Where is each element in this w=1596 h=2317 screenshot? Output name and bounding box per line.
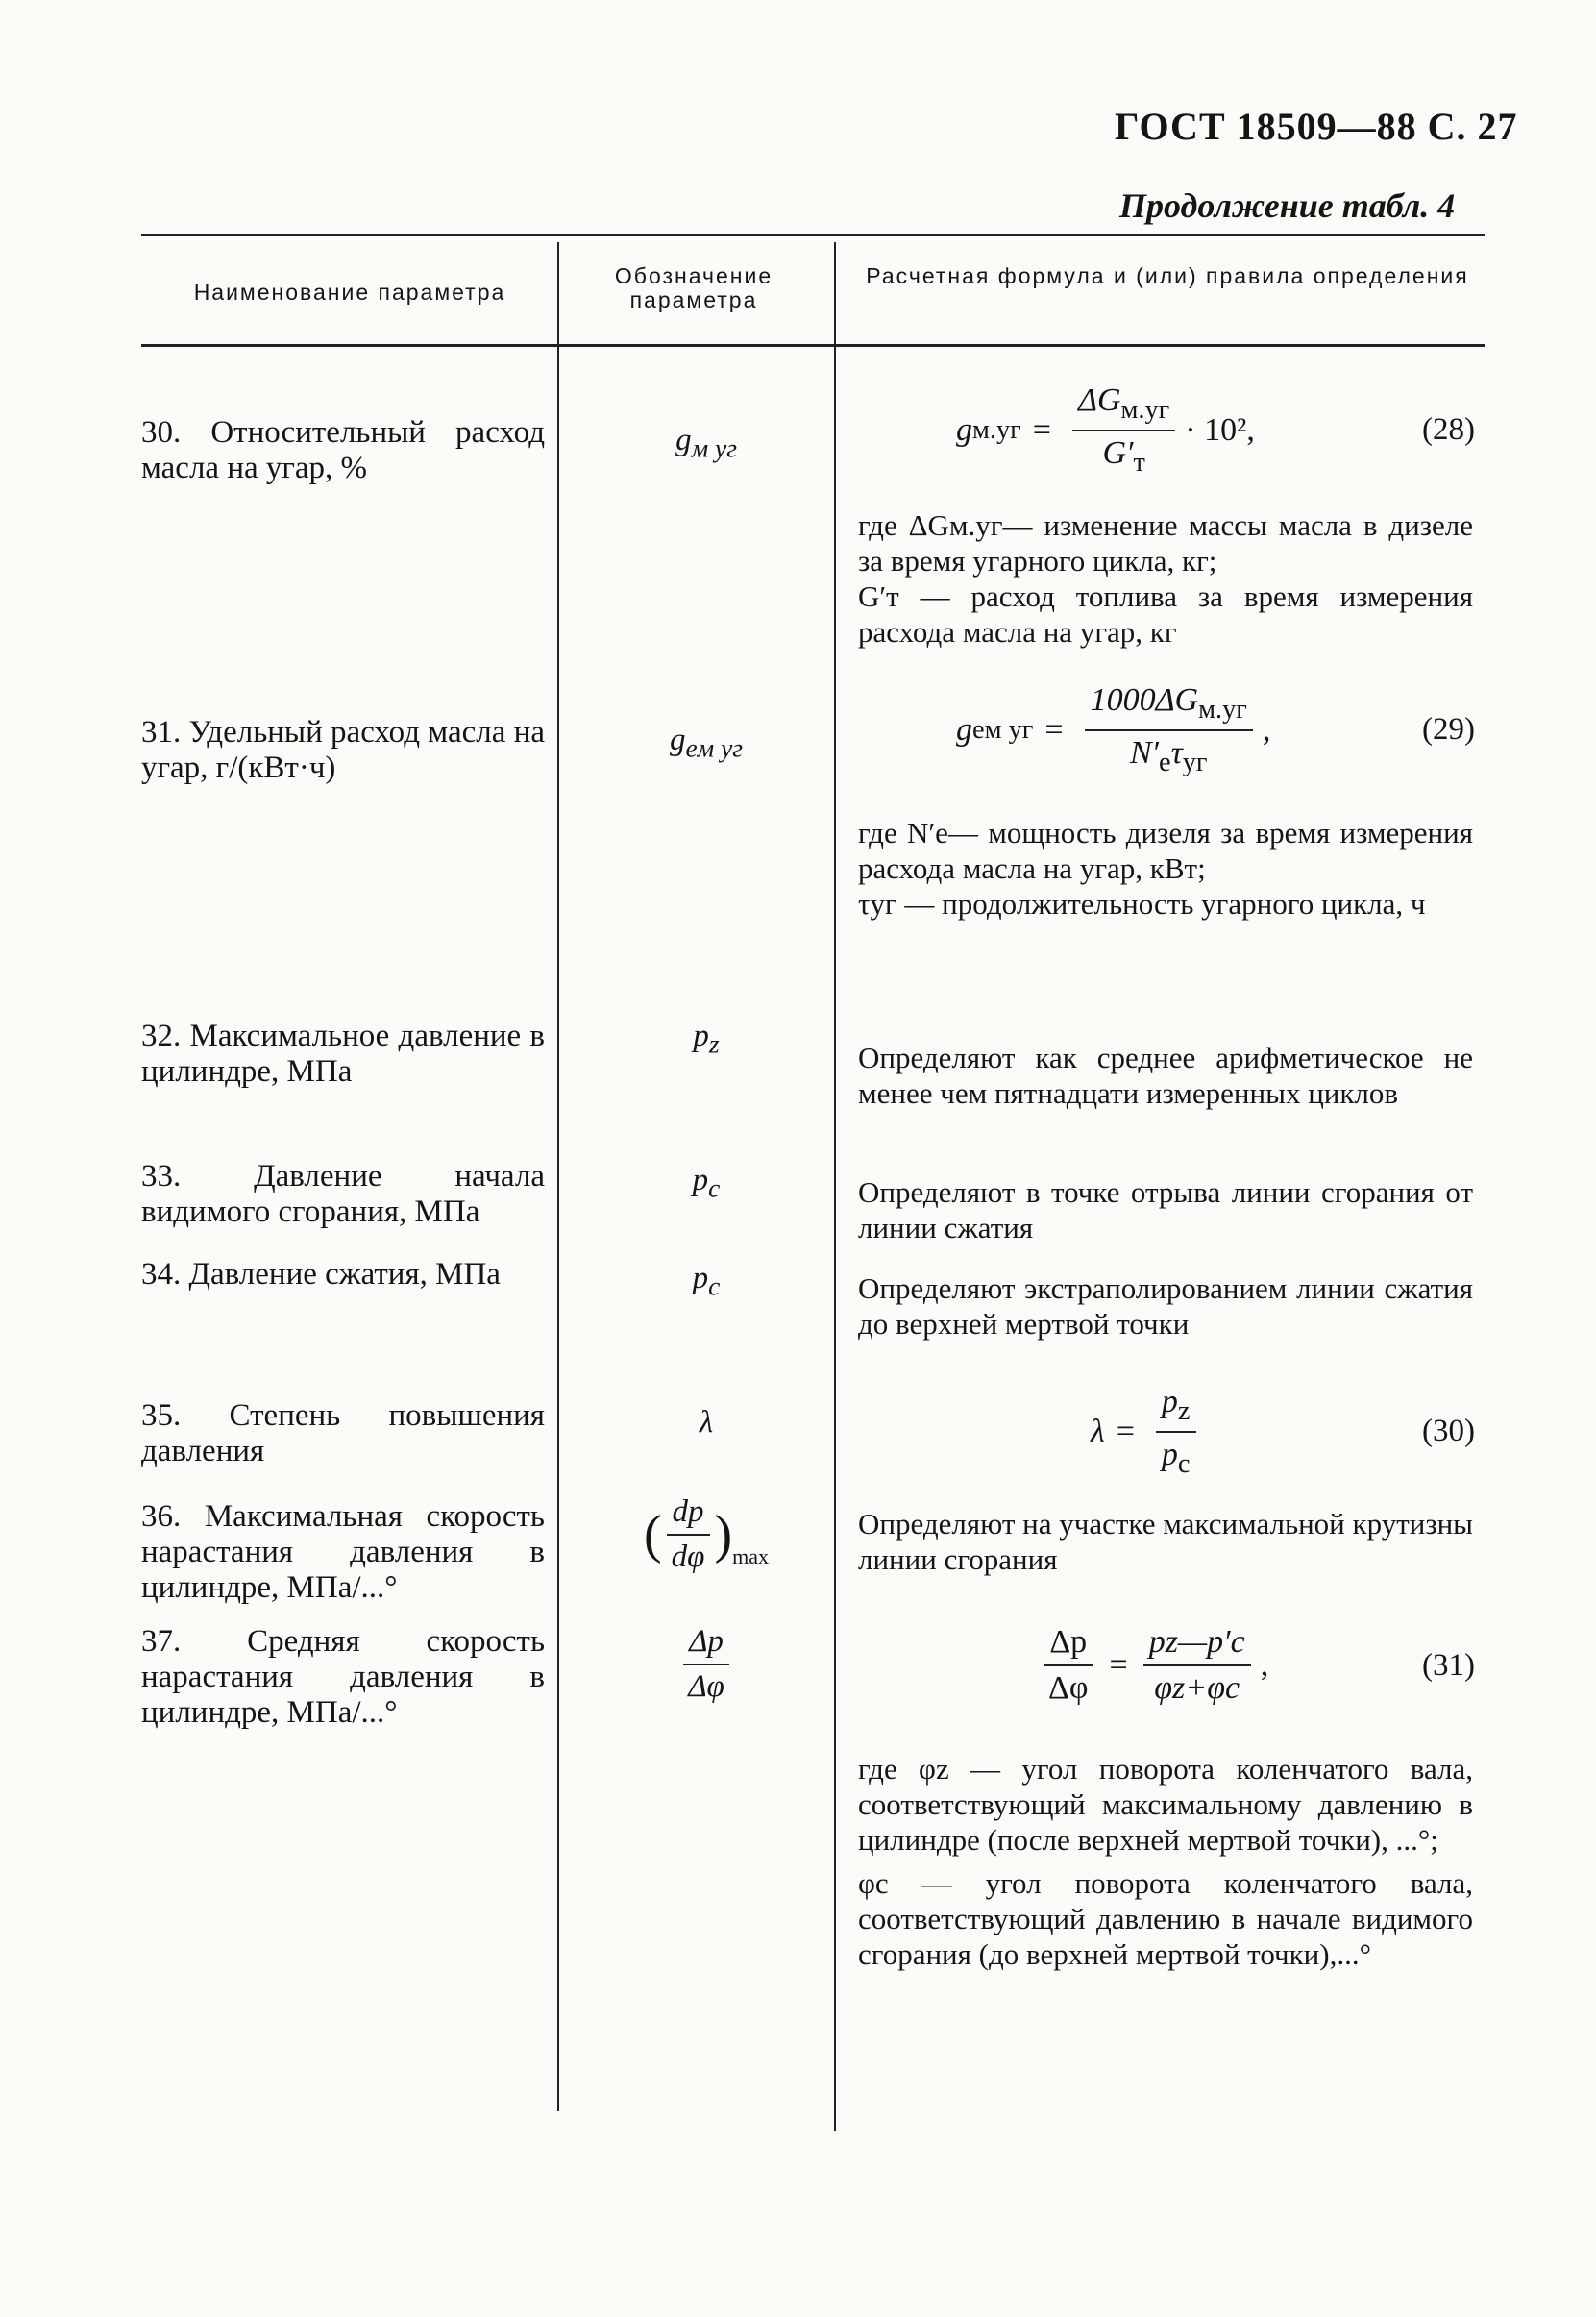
- equation-number-29: (29): [1422, 712, 1475, 748]
- row-32-name: 32. Максимальное давление в цилиндре, МПа: [141, 1019, 545, 1089]
- row-36-symbol: ( $\frac{dp}{d\varphi}$ ) $_{max}$: [644, 1494, 769, 1574]
- row-36-name: 36. Максимальная скорость нарастания давления в цилиндре, МПа/...°: [141, 1499, 545, 1605]
- row-34-description: Определяют экстраполированием линии сжатия до верхней мертвой точки: [858, 1271, 1473, 1341]
- column-header-formula: Расчетная формула и (или) правила определения: [866, 263, 1469, 288]
- row-35-symbol: λ: [699, 1405, 714, 1440]
- row-31-description: [858, 815, 1473, 922]
- row-35-formula: λ = $\frac{p_z}{p_c}$ (30): [1091, 1384, 1475, 1479]
- row-32-symbol: $p_z$: [693, 1019, 720, 1059]
- row-30-description: [858, 507, 1473, 650]
- equation-number-31: (31): [1422, 1647, 1475, 1683]
- row-30-desc-line-2: G′т — расход топлива за время измерения расхода масла на угар, кг: [858, 579, 1473, 649]
- table-top-rule: [141, 234, 1485, 236]
- row-37-name: 37. Средняя скорость нарастания давления в цилиндре, МПа/...°: [141, 1624, 545, 1730]
- table-continuation-label: Продолжение табл. 4: [1119, 186, 1456, 225]
- row-33-description: Определяют в точке отрыва линии сгорания от линии сжатия: [858, 1175, 1473, 1245]
- row-31-desc-line-2: τуг — продолжительность угарного цикла, ч: [858, 887, 1426, 921]
- row-30-name: 30. Относительный расход масла на угар, %: [141, 415, 545, 485]
- row-31-formula: g eм уг = $\frac{1000\Delta G_{м.уг}}{N'_e\tau_{уг}}$ , (29): [956, 682, 1475, 777]
- row-36-description: Определяют на участке максимальной крутизны линии сгорания: [858, 1507, 1473, 1576]
- row-32-description: Определяют как среднее арифметическое не менее чем пятнадцати измеренных циклов: [858, 1041, 1473, 1110]
- row-37-desc-line-2: φc — угол поворота коленчатого вала, соответствующий давлению в начале видимого сгорания (до верхней мертвой точки),...°: [858, 1866, 1473, 1971]
- standard-designation: ГОСТ 18509—88 С. 27: [1115, 105, 1518, 148]
- row-31-symbol: $g_{eм уг}$: [669, 723, 744, 763]
- row-30-desc-line-1: где ΔGм.уг— изменение массы масла в дизеле за время угарного цикла, кг;: [858, 508, 1473, 578]
- row-37-formula: $\frac{\Delta p}{\Delta\varphi}$ = $\frac{pz—p'c}{\varphi z+\varphi c}$ , (31): [1033, 1624, 1475, 1707]
- row-34-symbol: $p_c$: [692, 1261, 721, 1301]
- column-divider-1: [557, 242, 559, 2111]
- row-31-name: 31. Удельный расход масла на угар, г/(кВт·ч): [141, 715, 545, 785]
- row-30-formula: g м.уг = $\frac{\Delta G_{м.уг}}{G'_т}$ · 10², (28): [956, 382, 1475, 478]
- equation-number-30: (30): [1422, 1414, 1475, 1449]
- row-30-symbol: $g_{м уг}$: [675, 423, 737, 463]
- row-33-name: 33. Давление начала видимого сгорания, МПа: [141, 1159, 545, 1229]
- row-31-desc-line-1: где N′e— мощность дизеля за время измерения расхода масла на угар, кВт;: [858, 816, 1473, 885]
- row-33-symbol: $p_c$: [692, 1163, 721, 1203]
- row-34-name: 34. Давление сжатия, МПа: [141, 1257, 501, 1292]
- header-bottom-rule: [141, 344, 1485, 347]
- row-37-description: [858, 1751, 1473, 1972]
- equation-number-28: (28): [1422, 412, 1475, 448]
- column-header-symbol: Обозначение параметра: [614, 263, 773, 312]
- row-37-symbol: $\frac{\Delta p}{\Delta\varphi}$: [577, 1624, 836, 1705]
- column-header-name: Наименование параметра: [193, 280, 506, 305]
- row-35-name: 35. Степень повышения давления: [141, 1398, 545, 1468]
- row-37-desc-line-1: где φz — угол поворота коленчатого вала, соответствующий максимальному давлению в цилиндре (после верхней мертвой точки), ...°;: [858, 1752, 1473, 1857]
